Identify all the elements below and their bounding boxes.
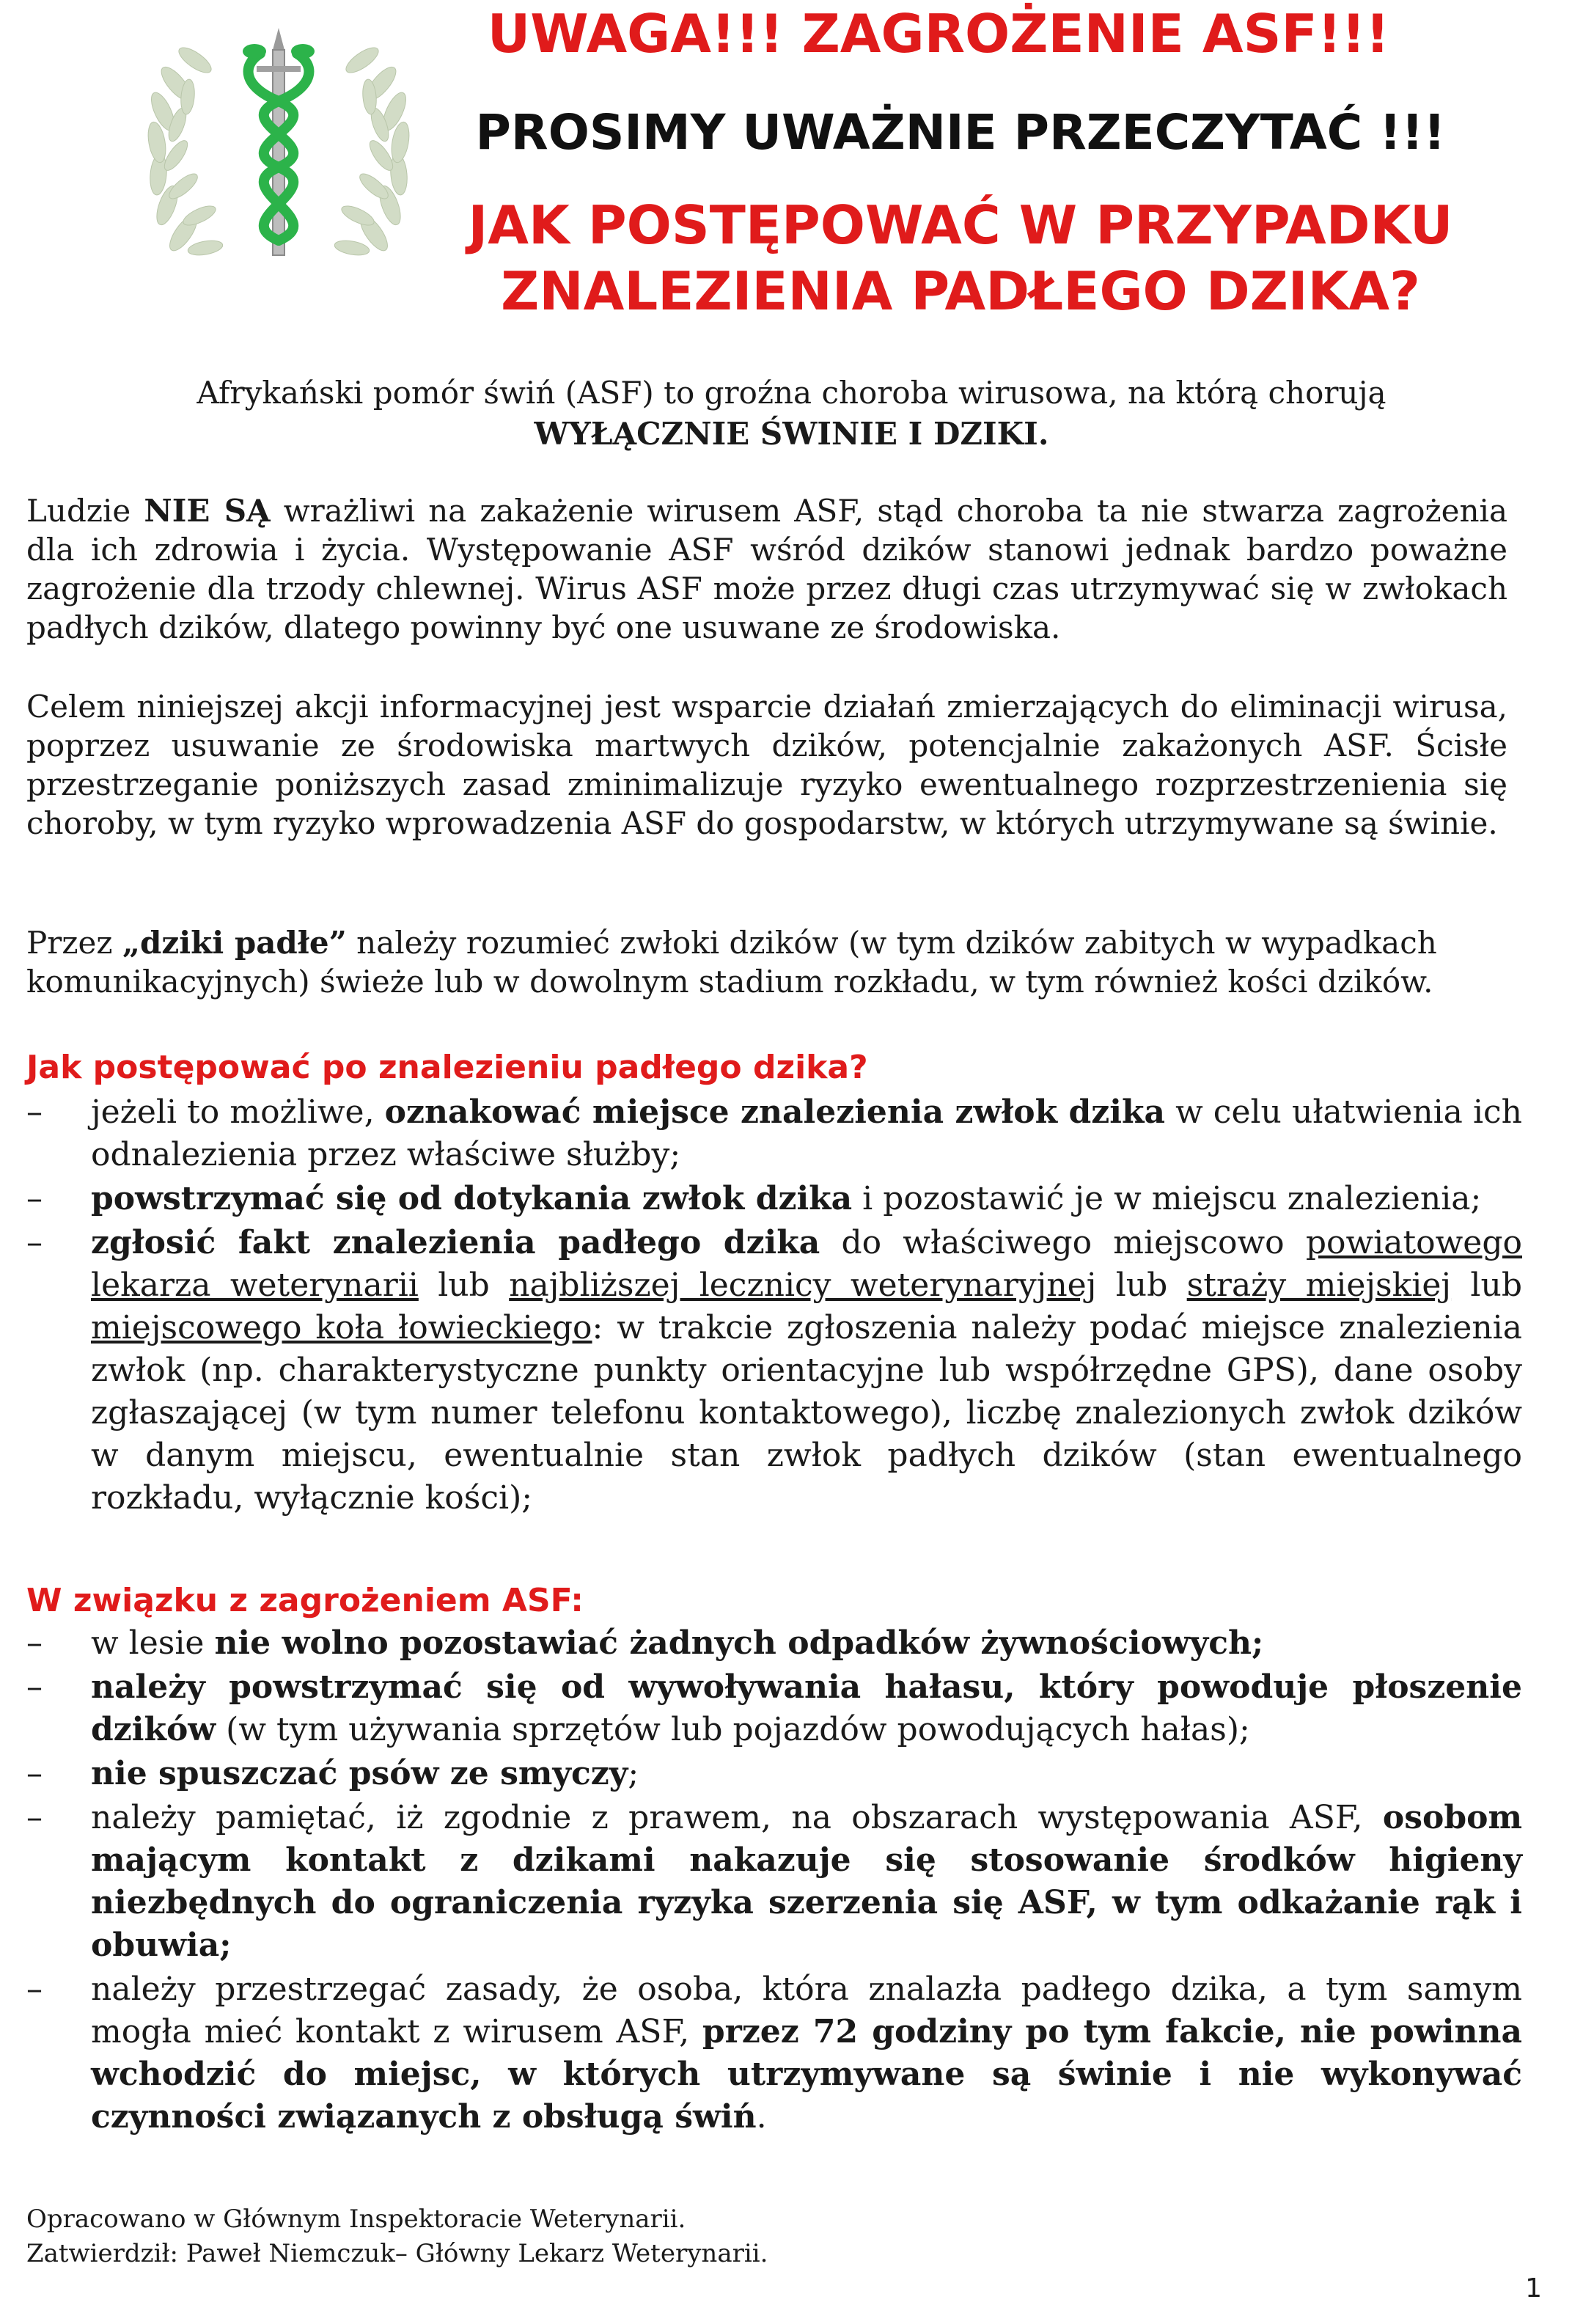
footer-approved-by: Zatwierdził: Paweł Niemczuk– Główny Lekarz Weterynarii. bbox=[26, 2239, 768, 2268]
item-text: lub bbox=[1451, 1267, 1522, 1304]
item-bold: nie wolno pozostawiać żadnych odpadków żywnościowych; bbox=[214, 1624, 1264, 1662]
dash-bullet: – bbox=[26, 1180, 43, 1217]
item-text: w celu ułatwienia ich odnalezienia przez właściwe służby; bbox=[91, 1093, 1523, 1173]
list-item bbox=[26, 1622, 1522, 1665]
contact-hunting-club: miejscowego koła łowieckiego bbox=[91, 1309, 592, 1346]
paragraph-humans-pre: Ludzie bbox=[26, 493, 144, 529]
item-bold: zgłosić fakt znalezienia padłego dzika bbox=[91, 1224, 820, 1261]
list-item bbox=[26, 1222, 1522, 1520]
contact-vet-clinic: najbliższej lecznicy weterynaryjnej bbox=[509, 1267, 1097, 1304]
caduceus-icon bbox=[243, 28, 315, 255]
item-bold: przez 72 godziny po tym fakcie, nie powinna wchodzić do miejsc, w których utrzymywane są świnie i nie wykonywać czynności związanych z obsługą świń bbox=[91, 2013, 1522, 2136]
paragraph-definition-pre: Przez bbox=[26, 925, 122, 961]
paragraph-purpose: Celem niniejszej akcji informacyjnej jest wsparcie działań zmierzających do eliminacji wirusa, poprzez usuwanie ze środowiska martwych dzików, potencjalnie zakażonych ASF. Ścisłe przestrzeganie poniższych zasad zminimalizuje ryzyko ewentualnego rozprzestrzenienia się choroby, w tym ryzyko wprowadzenia ASF do gospodarstw, w których utrzymywane są świnie. bbox=[26, 689, 1507, 841]
paragraph-definition-post: należy rozumieć zwłoki dzików (w tym dzików zabitych w wypadkach komunikacyjnych) świeże lub w dowolnym stadium rozkładu, w tym również kości dzików. bbox=[26, 925, 1437, 1000]
item-bold: osobom mającym kontakt z dzikami nakazuje się stosowanie środków higieny niezbędnych do ograniczenia ryzyka szerzenia się ASF, w tym odkażanie rąk i obuwia; bbox=[91, 1799, 1522, 1964]
main-question-title bbox=[411, 192, 1510, 324]
paragraph-humans bbox=[26, 491, 1507, 647]
item-bold: należy powstrzymać się od wywoływania hałasu, który powoduje płoszenie dzików bbox=[91, 1668, 1522, 1748]
section-what-to-do-title: Jak postępować po znalezieniu padłego dzika? bbox=[26, 1049, 868, 1086]
list-item bbox=[26, 1091, 1522, 1176]
intro-line1: Afrykański pomór świń (ASF) to groźna choroba wirusowa, na którą chorują bbox=[197, 375, 1386, 411]
intro-line2: WYŁĄCZNIE ŚWINIE I DZIKI. bbox=[534, 416, 1049, 452]
section-asf-threat-title: W związku z zagrożeniem ASF: bbox=[26, 1582, 584, 1619]
main-question-line2: ZNALEZIENIA PADŁEGO DZIKA? bbox=[501, 260, 1420, 322]
please-read-title: PROSIMY UWAŻNIE PRZECZYTAĆ !!! bbox=[475, 104, 1446, 161]
intro bbox=[0, 373, 1583, 455]
list-item bbox=[26, 1797, 1522, 1967]
paragraph-humans-post: wrażliwi na zakażenie wirusem ASF, stąd choroba ta nie stwarza zagrożenia dla ich zdrowia i życia. Występowanie ASF wśród dzików stanowi jednak bardzo poważne zagrożenie dla trzody chlewnej. Wirus ASF może przez długi czas utrzymywać się w zwłokach padłych dzików, dlatego powinny być one usuwane ze środowiska. bbox=[26, 493, 1507, 645]
contact-city-guard: straży miejskiej bbox=[1186, 1267, 1452, 1304]
paragraph-definition-bold: „dziki padłe” bbox=[122, 925, 347, 961]
page-number: 1 bbox=[1525, 2273, 1542, 2303]
warning-title: UWAGA!!! ZAGROŻENIE ASF!!! bbox=[487, 3, 1390, 65]
item-text: do właściwego miejscowo bbox=[820, 1224, 1306, 1261]
item-text: należy przestrzegać zasady, że osoba, która znalazła padłego dzika, a tym samym mogła mieć kontakt z wirusem ASF, bbox=[91, 1971, 1522, 2050]
contact-vet-officer: powiatowego lekarza weterynarii bbox=[91, 1224, 1522, 1304]
item-bold: powstrzymać się od dotykania zwłok dzika bbox=[91, 1180, 853, 1217]
paragraph-humans-bold: NIE SĄ bbox=[144, 493, 271, 529]
section-asf-threat-list bbox=[26, 1622, 1522, 2138]
footer-prepared-by: Opracowano w Głównym Inspektoracie Weterynarii. bbox=[26, 2204, 686, 2234]
list-item bbox=[26, 1178, 1522, 1220]
dash-bullet: – bbox=[26, 1755, 43, 1792]
dash-bullet: – bbox=[26, 1668, 43, 1706]
dash-bullet: – bbox=[26, 1224, 43, 1261]
item-text: . bbox=[756, 2098, 767, 2136]
item-bold: oznakować miejsce znalezienia zwłok dzika bbox=[384, 1093, 1166, 1131]
dash-bullet: – bbox=[26, 1799, 43, 1836]
list-item bbox=[26, 1666, 1522, 1751]
item-bold: nie spuszczać psów ze smyczy bbox=[91, 1755, 628, 1792]
item-text: lub bbox=[418, 1267, 510, 1304]
veterinary-caduceus-logo-icon bbox=[132, 21, 425, 285]
item-text: jeżeli to możliwe, bbox=[91, 1093, 385, 1131]
item-text: : w trakcie zgłoszenia należy podać miejsce znalezienia zwłok (np. charakterystyczne punkty orientacyjne lub współrzędne GPS), dane osoby zgłaszającej (w tym numer telefonu kontaktowego), liczbę znalezionych zwłok dzików w danym miejscu, ewentualnie stan zwłok padłych dzików (stan ewentualnego rozkładu, wyłącznie kości); bbox=[91, 1309, 1522, 1517]
item-text: ; bbox=[628, 1755, 639, 1792]
dash-bullet: – bbox=[26, 1624, 43, 1662]
paragraph-definition bbox=[26, 923, 1507, 1001]
section-what-to-do-list bbox=[26, 1091, 1522, 1520]
item-text: w lesie bbox=[91, 1624, 215, 1662]
item-text: i pozostawić je w miejscu znalezienia; bbox=[852, 1180, 1482, 1217]
item-text: (w tym używania sprzętów lub pojazdów powodujących hałas); bbox=[216, 1711, 1250, 1748]
item-text: należy pamiętać, iż zgodnie z prawem, na obszarach występowania ASF, bbox=[91, 1799, 1383, 1836]
dash-bullet: – bbox=[26, 1093, 43, 1131]
list-item bbox=[26, 1968, 1522, 2138]
dash-bullet: – bbox=[26, 1971, 43, 2008]
list-item bbox=[26, 1753, 1522, 1795]
main-question-line1: JAK POSTĘPOWAĆ W PRZYPADKU bbox=[468, 194, 1453, 256]
item-text: lub bbox=[1096, 1267, 1187, 1304]
